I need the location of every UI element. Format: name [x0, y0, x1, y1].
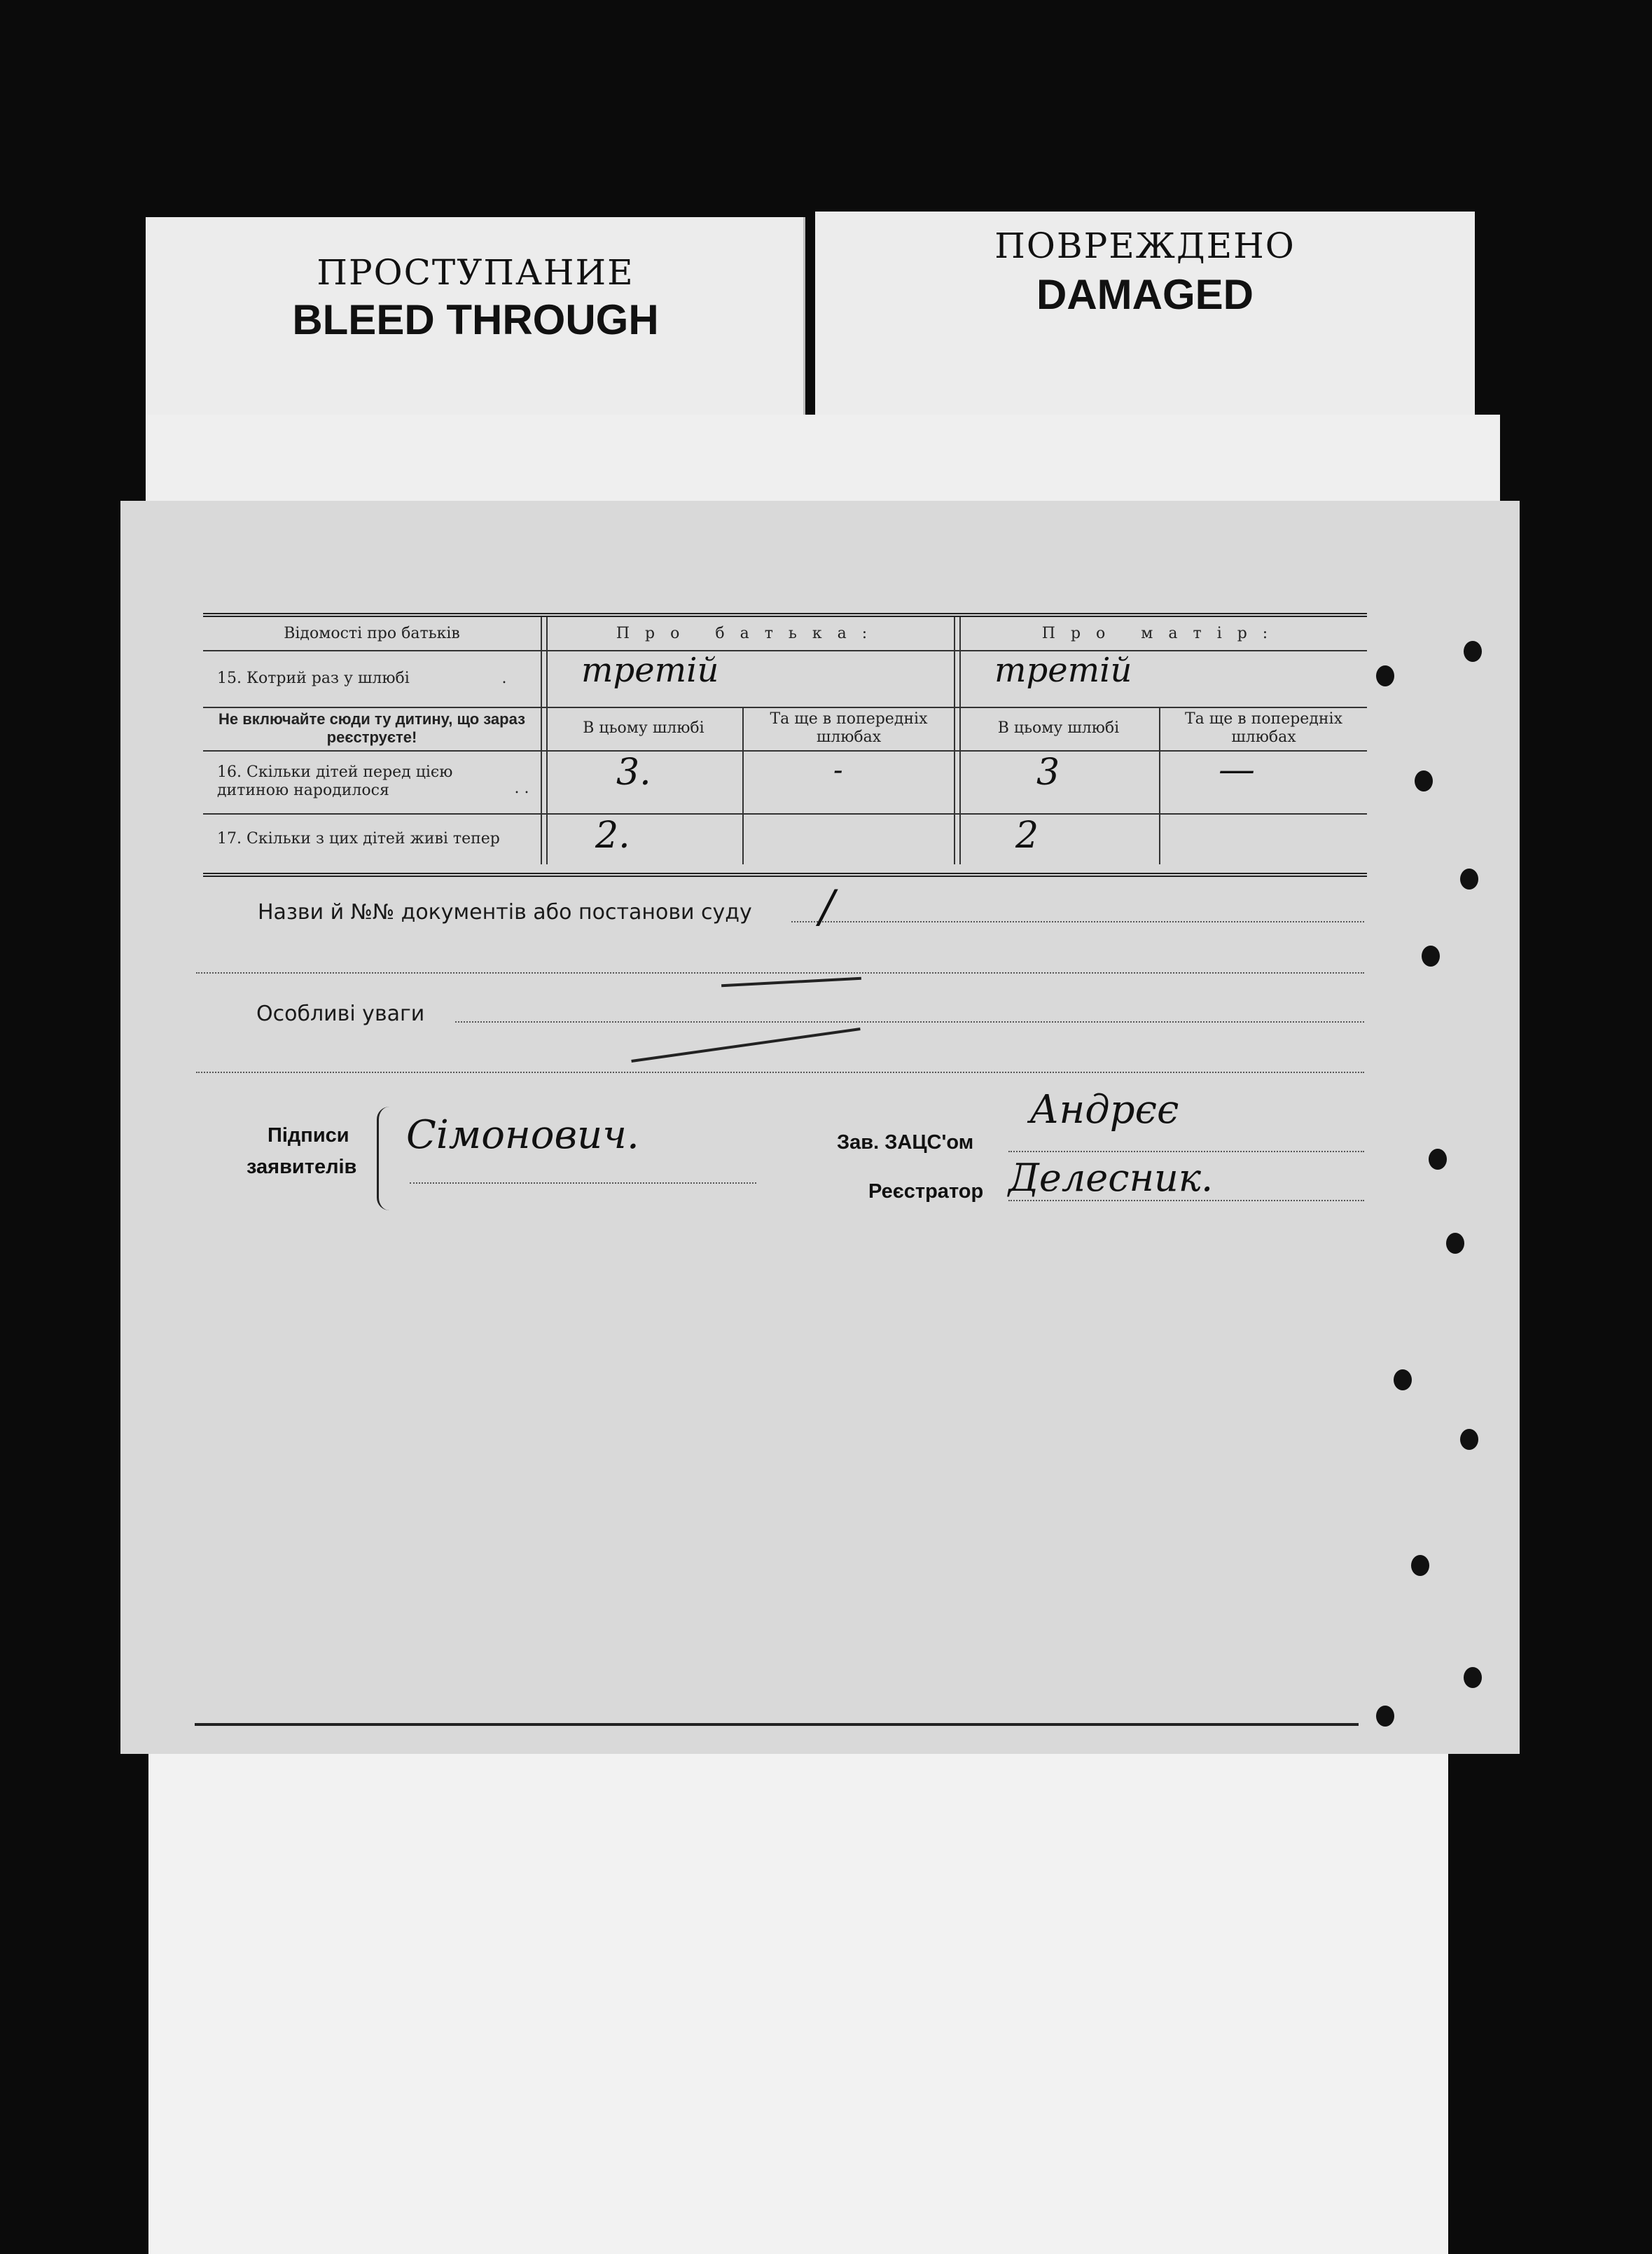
documents-label: Назви й №№ документів або постанови суду: [258, 900, 752, 925]
head-signature: Андрєє: [1029, 1087, 1179, 1133]
header-mother: Про матір:: [1041, 624, 1284, 642]
subheader-mother-this-marriage: В цьому шлюбі: [997, 719, 1120, 737]
punch-hole: [1464, 641, 1482, 662]
card-divider: [803, 217, 805, 427]
applicant-signature: Сімонович.: [406, 1112, 639, 1158]
documents-dotted-line-2: [196, 972, 1364, 974]
remarks-dotted-line-2: [196, 1072, 1364, 1073]
header-father: Про батька:: [616, 624, 883, 642]
remarks-dotted-line: [455, 1021, 1364, 1023]
bottom-rule: [195, 1723, 1359, 1726]
applicants-label-line1: Підписи: [268, 1124, 349, 1147]
parents-info-table: [203, 613, 1367, 877]
registrar-signature: Делесник.: [1008, 1156, 1214, 1200]
row-note-label: Не включайте сюди ту дитину, що зараз реєструєте!: [218, 710, 526, 746]
punch-hole: [1411, 1555, 1429, 1576]
subheader-father-prev-marriages: Та ще в попередніх шлюбах: [770, 710, 928, 746]
punch-hole: [1415, 770, 1433, 791]
head-dotted-line: [1008, 1151, 1364, 1152]
punch-hole: [1464, 1667, 1482, 1688]
punch-hole: [1376, 1706, 1394, 1727]
applicants-label-line2: заявителів: [247, 1156, 357, 1178]
documents-dotted-line: [791, 921, 1364, 922]
punch-hole: [1422, 946, 1440, 967]
punch-hole: [1394, 1369, 1412, 1390]
row17-mother-this: 2: [1015, 815, 1039, 857]
head-zags-label: Зав. ЗАЦС'ом: [837, 1131, 974, 1154]
subheader-mother-prev-marriages: Та ще в попередніх шлюбах: [1185, 710, 1342, 746]
registrar-label: Реєстратор: [868, 1180, 984, 1203]
row17-label: 17. Скільки з цих дітей живі тепер: [217, 829, 500, 848]
remarks-label: Особливі уваги: [256, 1002, 425, 1026]
row16-mother-this: 3: [1036, 752, 1060, 794]
damaged-card: [815, 212, 1475, 427]
applicant-dotted-line: [410, 1182, 756, 1184]
punch-hole: [1460, 869, 1478, 890]
punch-hole: [1460, 1429, 1478, 1450]
bottom-backing-sheet: [148, 1754, 1448, 2254]
row17-father-this: 2.: [595, 815, 630, 857]
punch-hole: [1376, 665, 1394, 686]
bleed-through-en-label: BLEED THROUGH: [292, 296, 659, 343]
row16-father-this: 3.: [616, 752, 651, 794]
bleed-through-card: [146, 217, 805, 427]
damaged-ru-label: ПОВРЕЖДЕНО: [994, 226, 1296, 266]
row15-mother-value: третій: [994, 651, 1132, 690]
damaged-en-label: DAMAGED: [1036, 271, 1254, 318]
header-parents-info: Відомості про батьків: [284, 624, 460, 642]
row15-label-dots: .: [501, 669, 507, 687]
row16-mother-prev: —: [1219, 749, 1255, 791]
registrar-dotted-line: [1008, 1200, 1364, 1201]
row15-father-value: третій: [581, 651, 719, 690]
applicants-brace: [377, 1107, 393, 1210]
documents-value: /: [819, 881, 835, 933]
row16-label-dots: . .: [514, 780, 529, 797]
punch-hole: [1446, 1233, 1464, 1254]
row15-label: 15. Котрий раз у шлюбі: [217, 669, 410, 687]
row16-father-prev: -: [833, 754, 843, 787]
row16-label: 16. Скільки дітей перед цією дитиною народилося: [217, 763, 453, 799]
bleed-through-ru-label: ПРОСТУПАНИЕ: [317, 252, 634, 293]
punch-hole: [1429, 1149, 1447, 1170]
subheader-father-this-marriage: В цьому шлюбі: [583, 719, 704, 737]
